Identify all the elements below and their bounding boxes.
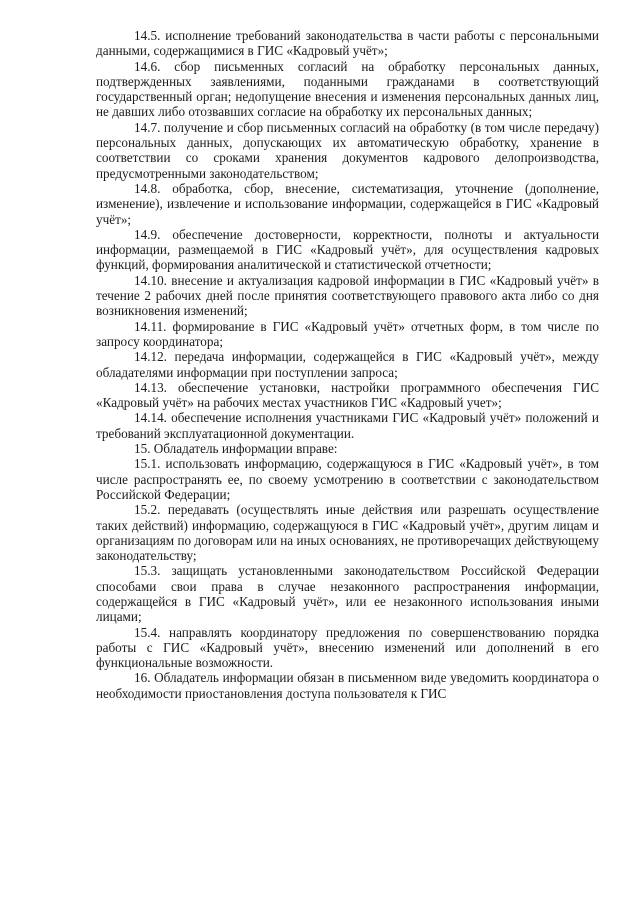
paragraph-14-6: 14.6. сбор письменных согласий на обработку персональных данных, подтвержденных заявлениями, поданными гражданами в соответствующий государственный орган; недопущение внесения и изменения персональных данных лиц, не давших либо отозвавших согласие на обработку их персональных данных;: [96, 58, 599, 120]
paragraph-15-1: 15.1. использовать информацию, содержащуюся в ГИС «Кадровый учёт», в том числе распространять ее, по своему усмотрению в соответствии с законодательством Российской Федерации;: [96, 456, 599, 502]
paragraph-14-8: 14.8. обработка, сбор, внесение, систематизация, уточнение (дополнение, изменение), извлечение и использование информации, содержащейся в ГИС «Кадровый учёт»;: [96, 180, 599, 227]
paragraph-15-4: 15.4. направлять координатору предложения по совершенствованию порядка работы с ГИС «Кадровый учёт», внесению изменений или дополнений в его функциональные возможности.: [96, 624, 599, 671]
paragraph-14-13: 14.13. обеспечение установки, настройки программного обеспечения ГИС «Кадровый учёт» на рабочих местах участников ГИС «Кадровый учет»;: [96, 379, 599, 411]
paragraph-14-11: 14.11. формирование в ГИС «Кадровый учёт» отчетных форм, в том числе по запросу координатора;: [96, 318, 599, 349]
paragraph-14-10: 14.10. внесение и актуализация кадровой информации в ГИС «Кадровый учёт» в течение 2 рабочих дней после принятия соответствующего правового акта либо со дня возникновения изменений;: [96, 272, 599, 319]
paragraph-15-3: 15.3. защищать установленными законодательством Российской Федерации способами свои права в случае незаконного распространения информации, содержащейся в ГИС «Кадровый учёт», или ее незаконного использования иными лицами;: [96, 563, 599, 625]
paragraph-14-5: 14.5. исполнение требований законодательства в части работы с персональными данными, содержащимися в ГИС «Кадровый учёт»;: [96, 28, 599, 59]
paragraph-14-14: 14.14. обеспечение исполнения участниками ГИС «Кадровый учёт» положений и требований эксплуатационной документации.: [96, 410, 599, 441]
paragraph-14-12: 14.12. передача информации, содержащейся в ГИС «Кадровый учёт», между обладателями информации при поступлении запроса;: [96, 349, 599, 380]
paragraph-14-9: 14.9. обеспечение достоверности, корректности, полноты и актуальности информации, размещаемой в ГИС «Кадровый учёт», для осуществления кадровых функций, формирования аналитической и статистической отчетности;: [96, 226, 599, 273]
document-body: [96, 28, 599, 701]
paragraph-15-2: 15.2. передавать (осуществлять иные действия или разрешать осуществление таких действий) информацию, содержащуюся в ГИС «Кадровый учёт», другим лицам и организациям по договорам или на иных основаниях, не противоречащих действующему законодательству;: [96, 502, 599, 564]
paragraph-15: 15. Обладатель информации вправе:: [134, 441, 338, 457]
paragraph-14-7: 14.7. получение и сбор письменных согласий на обработку (в том числе передачу) персональных данных, допускающих их автоматическую обработку, хранение в соответствии со сроками хранения документов кадрового делопроизводства, предусмотренными законодательством;: [96, 119, 599, 181]
paragraph-16: 16. Обладатель информации обязан в письменном виде уведомить координатора о необходимости приостановления доступа пользователя к ГИС: [96, 670, 599, 701]
